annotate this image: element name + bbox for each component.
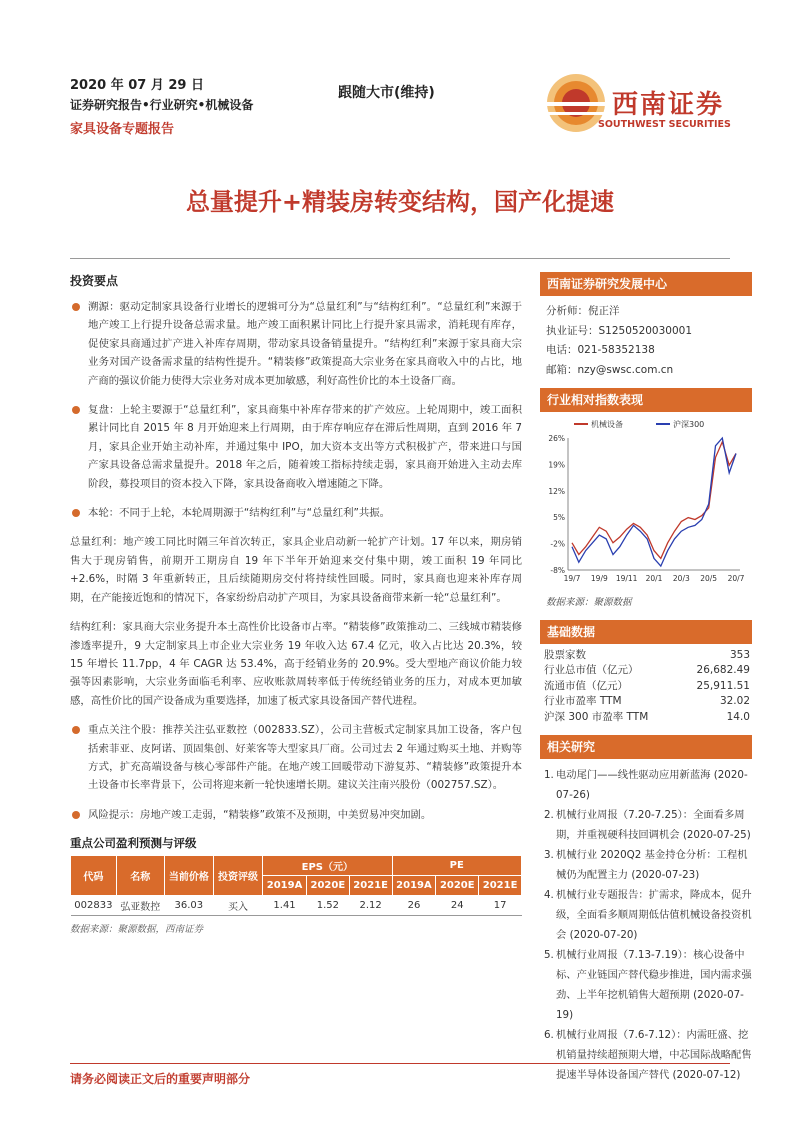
table-header-year: 2019A bbox=[392, 876, 436, 896]
cell-code: 002833 bbox=[71, 896, 117, 916]
list-item[interactable] bbox=[540, 1025, 752, 1085]
list-item[interactable] bbox=[540, 845, 752, 885]
relative-index-chart bbox=[540, 412, 752, 592]
forecast-table-title: 重点公司盈利预测与评级 bbox=[70, 836, 197, 851]
cell-eps-2019: 1.41 bbox=[263, 896, 307, 916]
list-item-text: 电动尾门——线性驱动应用新蓝海 (2020-07-26) bbox=[556, 769, 748, 802]
analyst-name: 倪正洋 bbox=[588, 305, 620, 317]
report-type: 证券研究报告•行业研究•机械设备 bbox=[70, 98, 254, 112]
chart-x-tick-label: 20/7 bbox=[727, 574, 745, 583]
basic-data-row bbox=[540, 679, 752, 694]
table-header-row bbox=[71, 856, 522, 876]
analyst-name-row bbox=[540, 302, 752, 322]
cell-price: 36.03 bbox=[164, 896, 213, 916]
cell-eps-2020: 1.52 bbox=[306, 896, 349, 916]
basic-data-value: 25,911.51 bbox=[696, 679, 750, 692]
cell-pe-2021: 17 bbox=[479, 896, 522, 916]
highlights-title: 投资要点 bbox=[70, 274, 119, 288]
list-item-number: 4. bbox=[544, 889, 554, 902]
analyst-email-row bbox=[540, 361, 752, 381]
basic-data-row bbox=[540, 694, 752, 709]
basic-data-label: 行业市盈率 TTM bbox=[544, 695, 622, 708]
basic-data-row bbox=[540, 710, 752, 725]
chart-source: 数据来源：聚源数据 bbox=[546, 597, 632, 608]
list-item-number: 1. bbox=[544, 769, 554, 782]
highlight-current-cycle: 本轮：不同于上轮，本轮周期源于“结构红利”与“总量红利”共振。 bbox=[70, 504, 522, 522]
chart-section-bar: 行业相对指数表现 bbox=[540, 388, 752, 412]
analyst-cert-row bbox=[540, 322, 752, 342]
list-item-text: 机械行业专题报告：扩需求，降成本，促升级，全面看多顺周期低估值机械设备投资机会 (2020-07-20) bbox=[556, 889, 752, 942]
table-header-name: 名称 bbox=[116, 856, 164, 896]
list-item[interactable] bbox=[540, 805, 752, 845]
analyst-phone-label: 电话： bbox=[546, 344, 578, 356]
analyst-phone: 021-58352138 bbox=[577, 344, 655, 356]
list-item[interactable] bbox=[540, 765, 752, 805]
chart-svg bbox=[540, 412, 752, 592]
list-item[interactable] bbox=[540, 885, 752, 945]
basic-data-label: 行业总市值（亿元） bbox=[544, 664, 639, 677]
list-item-number: 6. bbox=[544, 1029, 554, 1042]
table-row bbox=[71, 896, 522, 916]
forecast-table bbox=[70, 855, 522, 916]
table-header-year: 2020E bbox=[436, 876, 479, 896]
list-item-text: 机械行业 2020Q2 基金持仓分析：工程机械仍为配置主力 (2020-07-23) bbox=[556, 849, 748, 882]
chart-x-tick-label: 19/7 bbox=[563, 574, 581, 583]
basic-data-row bbox=[540, 663, 752, 678]
table-header-year: 2021E bbox=[349, 876, 392, 896]
cell-eps-2021: 2.12 bbox=[349, 896, 392, 916]
basic-data-value: 32.02 bbox=[719, 695, 750, 708]
basic-data-label: 沪深 300 市盈率 TTM bbox=[544, 710, 649, 723]
chart-x-tick-label: 20/5 bbox=[700, 574, 718, 583]
highlight-structure-dividend: 结构红利：家具商大宗业务提升本土高性价比设备市占率。“精装修”政策推动二、三线城市精装修渗透率提升，9 大定制家具上市企业大宗业务 19 年收入达 67.4 亿元，收入占比达 20.3%，较 15 年增长 11.7pp，4 年 CAGR 达 53.4%，高于经销业务的 20.9%。受大型地产商议价能力较强等因素影响，大宗业务面临毛利率、应收账款周转率低于传统经销业务的压力，对成本更加敏感，高性价比的国产设备成为重要选择，加速了板式家具设备国产替代进程。 bbox=[70, 621, 522, 707]
table-header-year: 2020E bbox=[306, 876, 349, 896]
chart-legend-label: 沪深300 bbox=[673, 420, 705, 429]
chart-series-line bbox=[572, 442, 736, 559]
cell-rating: 买入 bbox=[213, 896, 262, 916]
analyst-cert-label: 执业证号： bbox=[546, 324, 599, 337]
chart-x-tick-label: 20/3 bbox=[672, 574, 690, 583]
analyst-section-bar: 西南证券研究发展中心 bbox=[540, 272, 752, 296]
logo-name: 西南证券 bbox=[612, 90, 725, 120]
chart-y-tick-label: 26% bbox=[548, 434, 565, 443]
chart-y-tick-label: -2% bbox=[550, 539, 565, 549]
table-source: 数据来源：聚源数据，西南证券 bbox=[70, 924, 204, 936]
chart-y-tick-label: 12% bbox=[548, 486, 565, 496]
list-item[interactable] bbox=[540, 945, 752, 1025]
table-header-year: 2021E bbox=[479, 876, 522, 896]
chart-y-tick-label: -8% bbox=[550, 566, 565, 575]
chart-x-tick-label: 20/1 bbox=[645, 574, 663, 583]
chart-series-line bbox=[572, 438, 736, 566]
analyst-email: nzy@swsc.com.cn bbox=[577, 363, 674, 376]
list-item-number: 2. bbox=[544, 809, 554, 822]
chart-x-tick-label: 19/9 bbox=[590, 574, 608, 583]
logo-english-name: SOUTHWEST SECURITIES bbox=[598, 119, 731, 130]
report-subtype: 家具设备专题报告 bbox=[70, 122, 175, 137]
report-date: 2020 年 07 月 29 日 bbox=[70, 78, 204, 93]
analyst-cert: S1250520030001 bbox=[598, 324, 693, 337]
table-header-year: 2019A bbox=[263, 876, 307, 896]
highlight-review: 复盘：上轮主要源于“总量红利”，家具商集中补库存带来的扩产效应。上轮周期中，竣工面积累计同比自 2015 年 8 月开始迎来上行周期，由于库存响应存在滞后性周期，直到 2016 年 7 月，家具企业开始主动补库，并通过集中 IPO，加大资本支出等方式积极扩产，带来进口与国产家具设备总需求量提升。2018 年之后，随着竣工指标持续走弱，家具商开始进入主动去库阶段，募投项目的资本投入下降，家具设备商收入增速随之下降。 bbox=[70, 401, 522, 493]
related-research-bar: 相关研究 bbox=[540, 735, 752, 759]
cell-pe-2020: 24 bbox=[436, 896, 479, 916]
page-title: 总量提升+精装房转变结构，国产化提速 bbox=[185, 188, 615, 216]
list-item-number: 5. bbox=[544, 949, 554, 962]
highlight-risks: 风险提示：房地产竣工走弱，“精装修”政策不及预期，中美贸易冲突加剧。 bbox=[70, 806, 522, 824]
table-header-eps: EPS（元） bbox=[263, 856, 392, 876]
cell-name: 弘亚数控 bbox=[116, 896, 164, 916]
chart-legend-label: 机械设备 bbox=[591, 420, 623, 429]
basic-data-bar: 基础数据 bbox=[540, 620, 752, 644]
table-header-rating: 投资评级 bbox=[213, 856, 262, 896]
basic-data-value: 26,682.49 bbox=[696, 664, 750, 677]
basic-data-value: 14.0 bbox=[726, 710, 750, 723]
basic-data-row bbox=[540, 648, 752, 663]
basic-data-label: 股票家数 bbox=[544, 649, 586, 661]
footer-disclaimer[interactable]: 请务必阅读正文后的重要声明部分 bbox=[70, 1072, 251, 1086]
table-header-price: 当前价格 bbox=[164, 856, 213, 896]
list-item-number: 3. bbox=[544, 849, 554, 862]
analyst-name-label: 分析师： bbox=[546, 305, 588, 317]
cell-pe-2019: 26 bbox=[392, 896, 436, 916]
basic-data-list bbox=[540, 644, 752, 735]
analyst-email-label: 邮箱： bbox=[546, 363, 578, 376]
chart-x-tick-label: 19/11 bbox=[615, 574, 638, 583]
table-header-code: 代码 bbox=[71, 856, 117, 896]
chart-y-tick-label: 19% bbox=[548, 460, 565, 470]
list-item-text: 机械行业周报（7.20-7.25）：全面看多周期，并重视硬科技回调机会 (2020-07-25) bbox=[556, 809, 751, 842]
list-item-text: 机械行业周报（7.6-7.12）：内需旺盛、挖机销量持续超预期大增，中芯国际战略配售提速半导体设备国产替代 (2020-07-12) bbox=[556, 1029, 752, 1082]
footer-divider bbox=[70, 1063, 730, 1064]
highlights-column bbox=[70, 272, 522, 935]
basic-data-value: 353 bbox=[729, 649, 750, 661]
table-header-pe: PE bbox=[392, 856, 521, 876]
highlight-origin: 溯源：驱动定制家具设备行业增长的逻辑可分为“总量红利”与“结构红利”。“总量红利”来源于地产竣工上行提升设备总需求量。地产竣工面积累计同比上行提升家具需求，消耗现有库存，促使家具商通过扩产进入补库存周期，带动家具设备销量提升。“结构红利”来源于家具商大宗业务对国产设备需求量的结构性提升。“精装修”政策提高大宗业务在家具商收入中的占比，地产商的强议价能力使得大宗业务对成本更加敏感，利好高性价比的本土设备厂商。 bbox=[70, 298, 522, 390]
basic-data-label: 流通市值（亿元） bbox=[544, 679, 628, 692]
list-item-text: 机械行业周报（7.13-7.19）：核心设备中标、产业链国产替代稳步推进，国内需求强劲、上半年挖机销售大超预期 (2020-07-19) bbox=[556, 949, 752, 1022]
chart-y-tick-label: 5% bbox=[553, 513, 565, 523]
analyst-phone-row bbox=[540, 341, 752, 361]
title-divider bbox=[70, 258, 730, 259]
related-research-list bbox=[540, 759, 752, 1085]
industry-rating: 跟随大市(维持) bbox=[338, 85, 435, 101]
highlight-key-stocks: 重点关注个股：推荐关注弘亚数控（002833.SZ），公司主营板式定制家具加工设备，客户包括索菲亚、皮阿诺、顶固集创、好莱客等大型家具厂商。公司过去 2 年通过购买土地、并购等方式，扩充高端设备与核心零部件产能。在地产竣工回暖带动下游复苏、“精装修”政策提升本土设备市长率背景下，公司将迎来新一轮快速增长期。建议关注南兴股份（002757.SZ）。 bbox=[70, 721, 522, 795]
sidebar bbox=[540, 272, 752, 1085]
highlight-volume-dividend: 总量红利：地产竣工同比时隔三年首次转正，家具企业启动新一轮扩产计划。17 年以来，期房销售大于现房销售，前期开工期房自 19 年下半年开始迎来交付集中期，竣工面积 19 年同比+2.6%，时隔 3 年重新转正，且后续随期房交付将持续性回暖。同时，家具商也迎来补库存周期，在产能接近饱和的情况下，各家纷纷启动扩产项目，为家具设备商带来新一轮“总量红利”。 bbox=[70, 536, 522, 604]
